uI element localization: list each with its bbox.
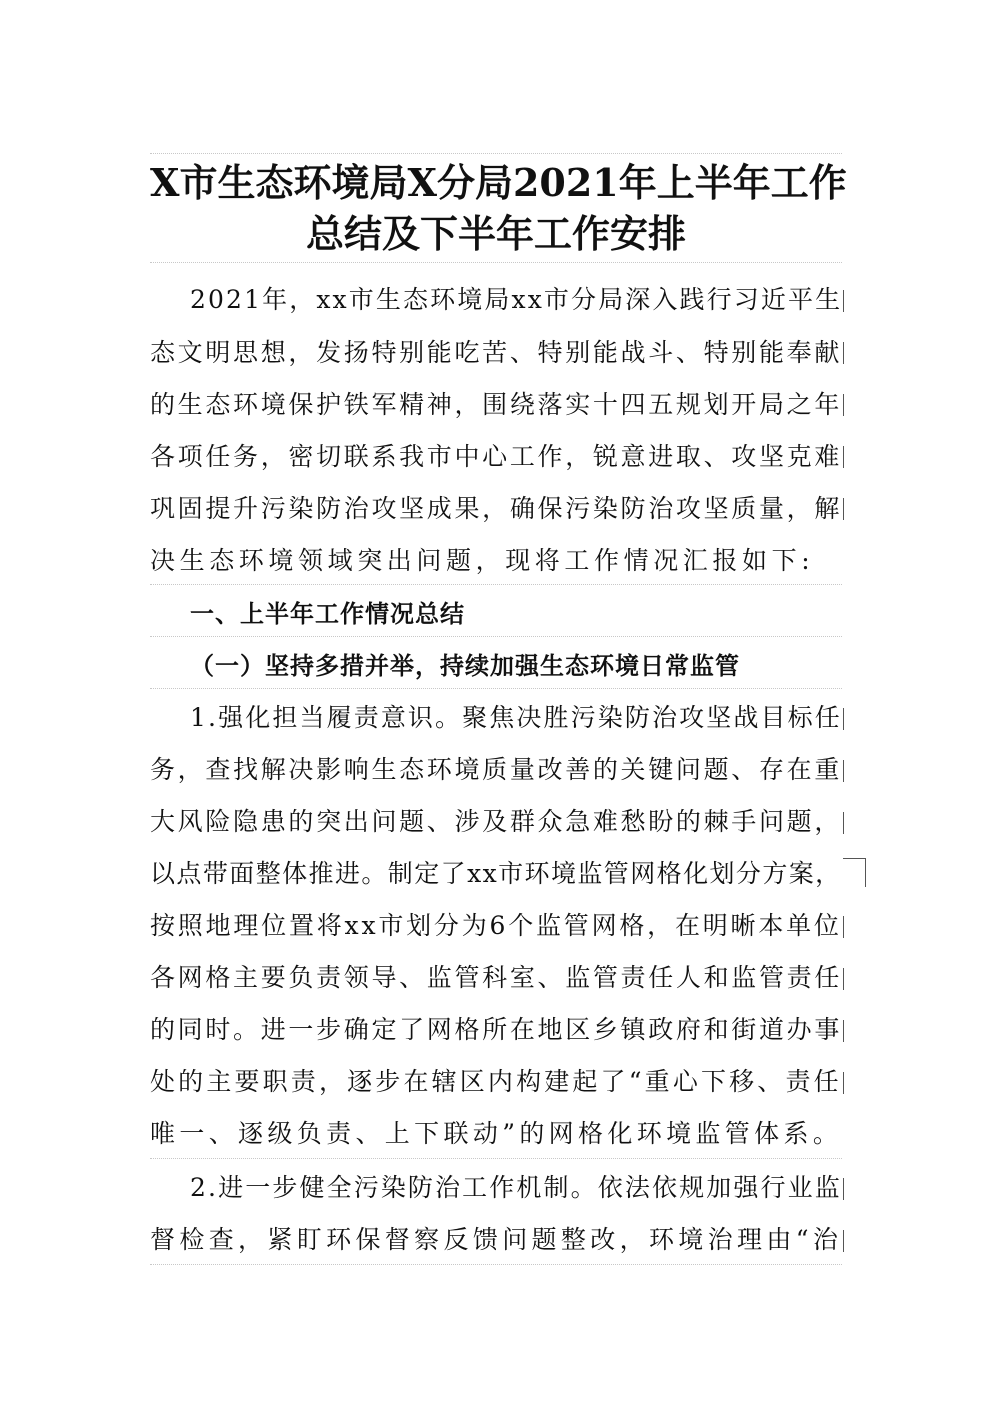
margin-mark [843, 1178, 844, 1200]
intro-line: 2021年，xx市生态环境局xx市分局深入践行习近平生 [190, 285, 843, 314]
item1-line: 各网格主要负责领导、监管科室、监管责任人和监管责任 [150, 963, 843, 992]
dotted-rule [150, 1264, 842, 1265]
margin-mark [843, 916, 844, 938]
margin-mark [843, 446, 844, 468]
intro-line: 态文明思想，发扬特别能吃苦、特别能战斗、特别能奉献 [150, 338, 843, 367]
margin-mark [843, 760, 844, 782]
dotted-rule [150, 153, 842, 154]
intro-line: 决生态环境领域突出问题，现将工作情况汇报如下: [150, 546, 815, 575]
item2-line: 2.进一步健全污染防治工作机制。依法依规加强行业监 [190, 1173, 842, 1202]
item1-line: 以点带面整体推进。制定了xx市环境监管网格化划分方案， [150, 859, 842, 888]
item1-line: 处的主要职责，逐步在辖区内构建起了“重心下移、责任 [150, 1067, 842, 1096]
item2-line: 督检查，紧盯环保督察反馈问题整改，环境治理由“治 [150, 1225, 843, 1254]
item1-line: 的同时。进一步确定了网格所在地区乡镇政府和街道办事 [150, 1015, 843, 1044]
dotted-rule [150, 262, 842, 263]
intro-line: 巩固提升污染防治攻坚成果，确保污染防治攻坚质量，解 [150, 494, 843, 523]
intro-line: 各项任务，密切联系我市中心工作，锐意进取、攻坚克难 [150, 442, 843, 471]
dotted-rule [150, 1158, 842, 1159]
intro-line: 的生态环境保护铁军精神，围绕落实十四五规划开局之年 [150, 390, 843, 419]
margin-mark [843, 394, 844, 416]
margin-mark [843, 342, 844, 364]
subsection-heading: （一）坚持多措并举，持续加强生态环境日常监管 [190, 652, 740, 680]
section-heading: 一、上半年工作情况总结 [190, 600, 465, 628]
overflow-corner-mark [843, 858, 866, 887]
dotted-rule [150, 584, 842, 585]
margin-mark [843, 1230, 844, 1252]
margin-mark [843, 1072, 844, 1094]
item1-line: 按照地理位置将xx市划分为6个监管网格，在明晰本单位 [150, 911, 842, 940]
margin-mark [843, 290, 844, 312]
document-title-line-2: 总结及下半年工作安排 [305, 211, 686, 256]
margin-mark [843, 498, 844, 520]
item1-line: 务，查找解决影响生态环境质量改善的关键问题、存在重 [150, 755, 843, 784]
item1-line: 1.强化担当履责意识。聚焦决胜污染防治攻坚战目标任 [190, 703, 842, 732]
margin-mark [843, 708, 844, 730]
margin-mark [843, 968, 844, 990]
item1-line: 大风险隐患的突出问题、涉及群众急难愁盼的棘手问题， [150, 807, 843, 836]
margin-mark [843, 1020, 844, 1042]
dotted-rule [150, 636, 842, 637]
document-title-line-1: X市生态环境局X分局2021年上半年工作 [150, 160, 847, 205]
dotted-rule [150, 688, 842, 689]
item1-line: 唯一、逐级负责、上下联动”的网格化环境监管体系。 [150, 1119, 843, 1148]
margin-mark [843, 812, 844, 834]
